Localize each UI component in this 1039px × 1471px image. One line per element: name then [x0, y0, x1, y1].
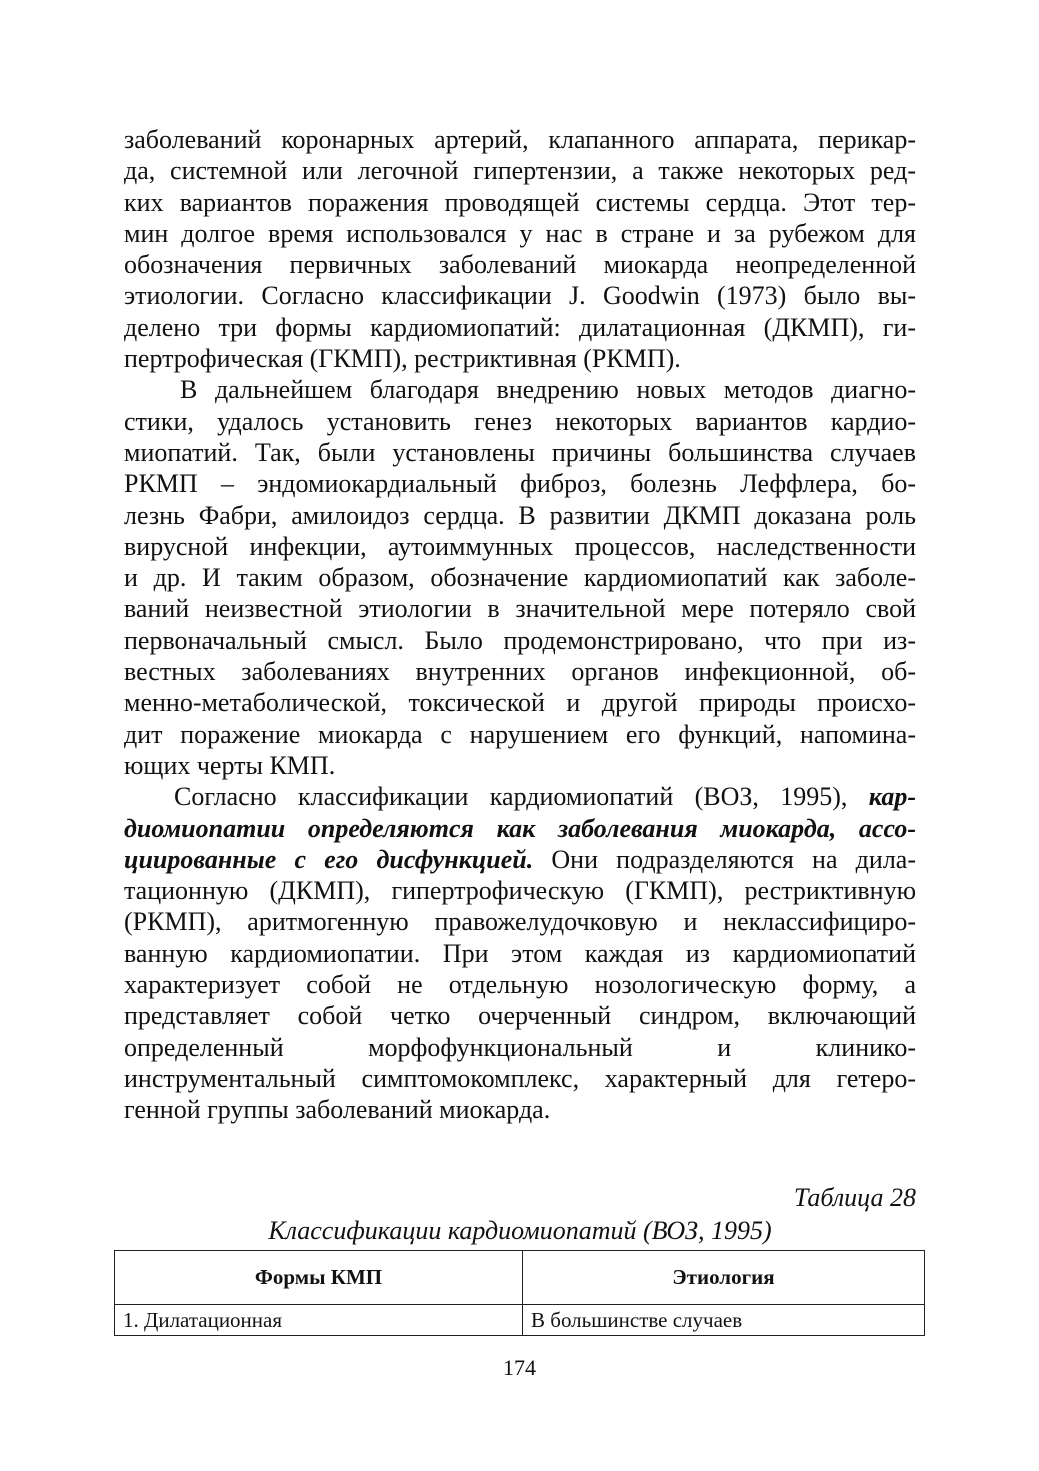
- text-line: и др. И таким образом, обозначение кардиомиопатий как заболе-: [124, 563, 916, 593]
- body-text: [124, 124, 916, 1126]
- text-line: обозначения первичных заболеваний миокарда неопределенной: [124, 250, 916, 280]
- text-line: ванную кардиомиопатии. При этом каждая из кардиомиопатий: [124, 938, 916, 968]
- text-line: ваний неизвестной этиологии в значительной мере потеряло свой: [124, 594, 916, 624]
- text-line: пертрофическая (ГКМП), рестриктивная (РКМП).: [124, 344, 681, 374]
- emphasis-line: диомиопатии определяются как заболевания миокарда, ассо-: [124, 813, 916, 843]
- text-line: [124, 844, 916, 875]
- paragraph-2: [124, 374, 916, 781]
- text-line: тационную (ДКМП), гипертрофическую (ГКМП), рестриктивную: [124, 876, 916, 906]
- emphasis-text: циированные с его дисфункцией.: [124, 844, 534, 874]
- page-number: 174: [503, 1355, 536, 1380]
- text-line: стики, удалось установить генез некоторых вариантов кардио-: [124, 406, 916, 436]
- table-header-row: [115, 1251, 925, 1305]
- text-line: делено три формы кардиомиопатий: дилатационная (ДКМП), ги-: [124, 312, 916, 342]
- text-line: представляет собой четко очерченный синдром, включающий: [124, 1001, 916, 1031]
- plain-text: Согласно классификации кардиомиопатий (ВОЗ, 1995),: [174, 782, 869, 812]
- text-line: первоначальный смысл. Было продемонстрировано, что при из-: [124, 625, 916, 655]
- text-line: миопатий. Так, были установлены причины большинства случаев: [124, 437, 916, 467]
- text-line: мин долгое время использовался у нас в стране и за рубежом для: [124, 218, 916, 248]
- paragraph-3: [124, 781, 916, 1125]
- plain-text: Они подразделяются на дила-: [533, 844, 916, 874]
- text-line: да, системной или легочной гипертензии, а также некоторых ред-: [124, 156, 916, 186]
- text-line: характеризует собой не отдельную нозологическую форму, а: [124, 970, 916, 1000]
- text-line: заболеваний коронарных артерий, клапанного аппарата, перикар-: [124, 125, 916, 154]
- table-row: [115, 1305, 925, 1336]
- text-line: вестных заболеваниях внутренних органов инфекционной, об-: [124, 657, 916, 687]
- text-line: менно-метаболической, токсической и другой природы происхо-: [124, 688, 916, 718]
- text-line: В дальнейшем благодаря внедрению новых методов диагно-: [180, 375, 916, 405]
- paragraph-1: [124, 124, 916, 374]
- text-line: определенный морфофункциональный и клинико-: [124, 1032, 916, 1062]
- text-line: ющих черты КМП.: [124, 750, 336, 780]
- text-line: генной группы заболеваний миокарда.: [124, 1095, 551, 1125]
- table-number: Таблица 28: [793, 1183, 916, 1212]
- table-cell: В большинстве случаев: [523, 1305, 925, 1336]
- text-line: этиологии. Согласно классификации J. Goodwin (1973) было вы-: [124, 281, 916, 311]
- text-line: дит поражение миокарда с нарушением его функций, напомина-: [124, 719, 916, 749]
- text-line: [124, 781, 916, 812]
- table-title: Классификации кардиомиопатий (ВОЗ, 1995): [268, 1216, 772, 1245]
- text-line: ких вариантов поражения проводящей системы сердца. Этот тер-: [124, 187, 916, 217]
- text-line: (РКМП), аритмогенную правожелудочковую и неклассифициро-: [124, 907, 916, 937]
- column-header: Формы КМП: [115, 1251, 523, 1305]
- column-header: Этиология: [523, 1251, 925, 1305]
- text-line: лезнь Фабри, амилоидоз сердца. В развитии ДКМП доказана роль: [124, 500, 916, 530]
- text-line: вирусной инфекции, аутоиммунных процессов, наследственности: [124, 531, 916, 561]
- table-cell: 1. Дилатационная: [115, 1305, 523, 1336]
- text-line: инструментальный симптомокомплекс, характерный для гетеро-: [124, 1063, 916, 1093]
- text-line: РКМП – эндомиокардиальный фиброз, болезнь Леффлера, бо-: [124, 469, 916, 499]
- classification-table: [114, 1250, 925, 1336]
- emphasis-text: кар-: [868, 782, 916, 812]
